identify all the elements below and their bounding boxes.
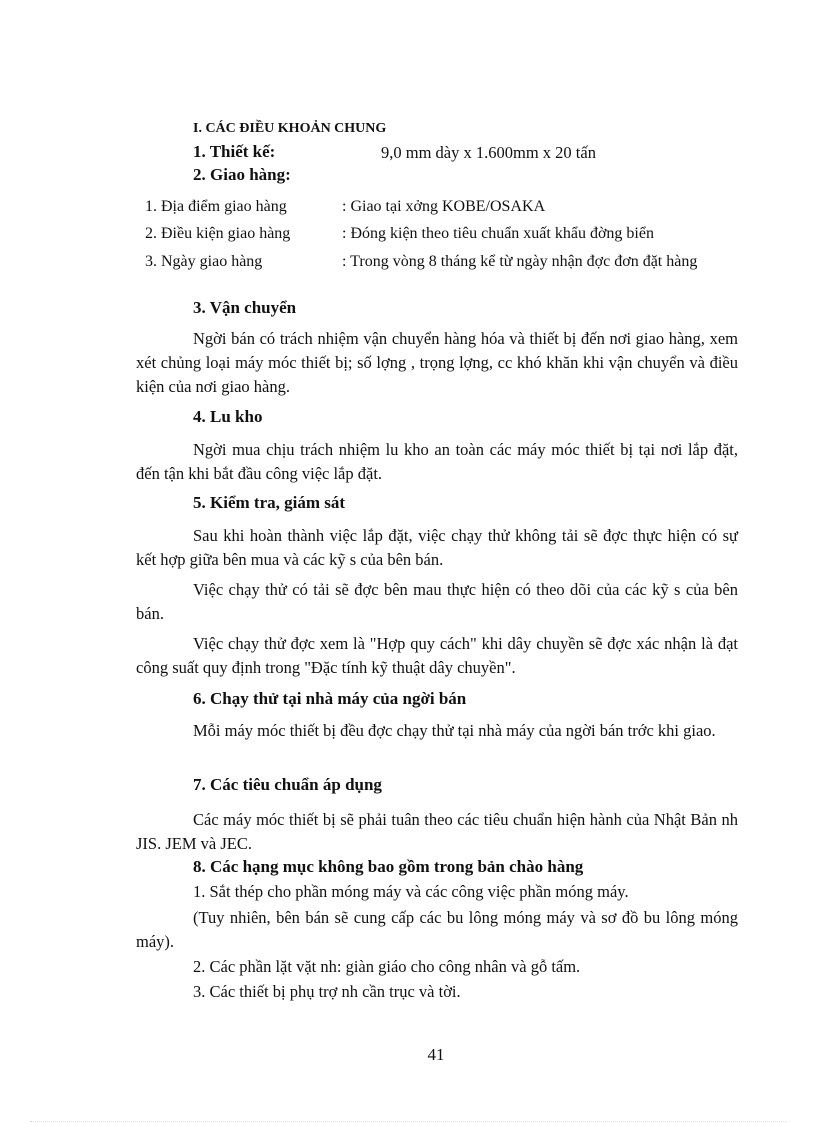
exclusions-item-3: 3. Các thiết bị phụ trợ nh cần trục và tời.: [193, 982, 461, 1001]
delivery-row-label: 3. Ngày giao hàng: [145, 253, 263, 270]
factory-test-heading: 6. Chạy thử tại nhà máy của ngời bán: [193, 689, 467, 708]
section-title: I. CÁC ĐIỀU KHOẢN CHUNG: [193, 121, 387, 136]
transport-text: Ngời bán có trách nhiệm vận chuyển hàng hóa và thiết bị đến nơi giao hàng, xem xét chủng loại máy móc thiết bị; số lợng , trọng lợng, cc khó khăn khi vận chuyển và điều kiện của nơi giao hàng.: [136, 329, 738, 396]
exclusions-item-1: 1. Sắt thép cho phần móng máy và các công việc phần móng máy.: [193, 882, 629, 901]
inspection-text: Sau khi hoàn thành việc lắp đặt, việc chạy thử không tải sẽ đợc thực hiện có sự kết hợp giữa bên mua và các kỹ s của bên bán.: [136, 526, 738, 569]
exclusions-note-paragraph: [136, 906, 738, 954]
factory-test-paragraph: [136, 719, 738, 743]
delivery-row-label: 2. Điều kiện giao hàng: [145, 225, 291, 242]
standards-heading: 7. Các tiêu chuẩn áp dụng: [193, 775, 382, 794]
delivery-row-label: 1. Địa điểm giao hàng: [145, 198, 287, 215]
storage-text: Ngời mua chịu trách nhiệm lu kho an toàn các máy móc thiết bị tại nơi lắp đặt, đến tận khi bắt đầu công việc lắp đặt.: [136, 440, 738, 483]
design-value: 9,0 mm dày x 1.600mm x 20 tấn: [381, 143, 596, 162]
inspection-paragraph-1: [136, 524, 738, 572]
design-label: 1. Thiết kế:: [193, 142, 276, 161]
exclusions-heading: 8. Các hạng mục không bao gồm trong bản chào hàng: [193, 857, 584, 876]
delivery-row-value: : Trong vòng 8 tháng kể từ ngày nhận đợc đơn đặt hàng: [342, 253, 698, 270]
factory-test-text: Mỗi máy móc thiết bị đều đợc chạy thử tại nhà máy của ngời bán trớc khi giao.: [193, 721, 716, 740]
inspection-heading: 5. Kiểm tra, giám sát: [193, 493, 346, 512]
page-number: 41: [427, 1045, 445, 1064]
transport-paragraph: [136, 327, 738, 399]
delivery-row-value: : Giao tại xởng KOBE/OSAKA: [342, 198, 546, 215]
inspection-text: Việc chạy thử đợc xem là "Hợp quy cách" khi dây chuyền sẽ đợc xác nhận là đạt công suất quy định trong "Đặc tính kỹ thuật dây chuyền".: [136, 634, 738, 677]
page-bottom-divider: [30, 1121, 786, 1122]
inspection-paragraph-2: [136, 578, 738, 626]
inspection-text: Việc chạy thử có tải sẽ đợc bên mau thực hiện có theo dõi của các kỹ s của bên bán.: [136, 580, 738, 623]
delivery-heading: 2. Giao hàng:: [193, 165, 291, 184]
standards-paragraph: [136, 808, 738, 856]
storage-heading: 4. Lu kho: [193, 407, 263, 426]
inspection-paragraph-3: [136, 632, 738, 680]
delivery-row-value: : Đóng kiện theo tiêu chuẩn xuất khẩu đờng biển: [342, 225, 654, 242]
exclusions-item-2: 2. Các phần lặt vặt nh: giàn giáo cho công nhân và gỗ tấm.: [193, 957, 581, 976]
exclusions-note: (Tuy nhiên, bên bán sẽ cung cấp các bu lông móng máy và sơ đồ bu lông móng máy).: [136, 908, 738, 951]
transport-heading: 3. Vận chuyển: [193, 298, 297, 317]
standards-text: Các máy móc thiết bị sẽ phải tuân theo các tiêu chuẩn hiện hành của Nhật Bản nh JIS. JEM và JEC.: [136, 810, 738, 853]
storage-paragraph: [136, 438, 738, 486]
